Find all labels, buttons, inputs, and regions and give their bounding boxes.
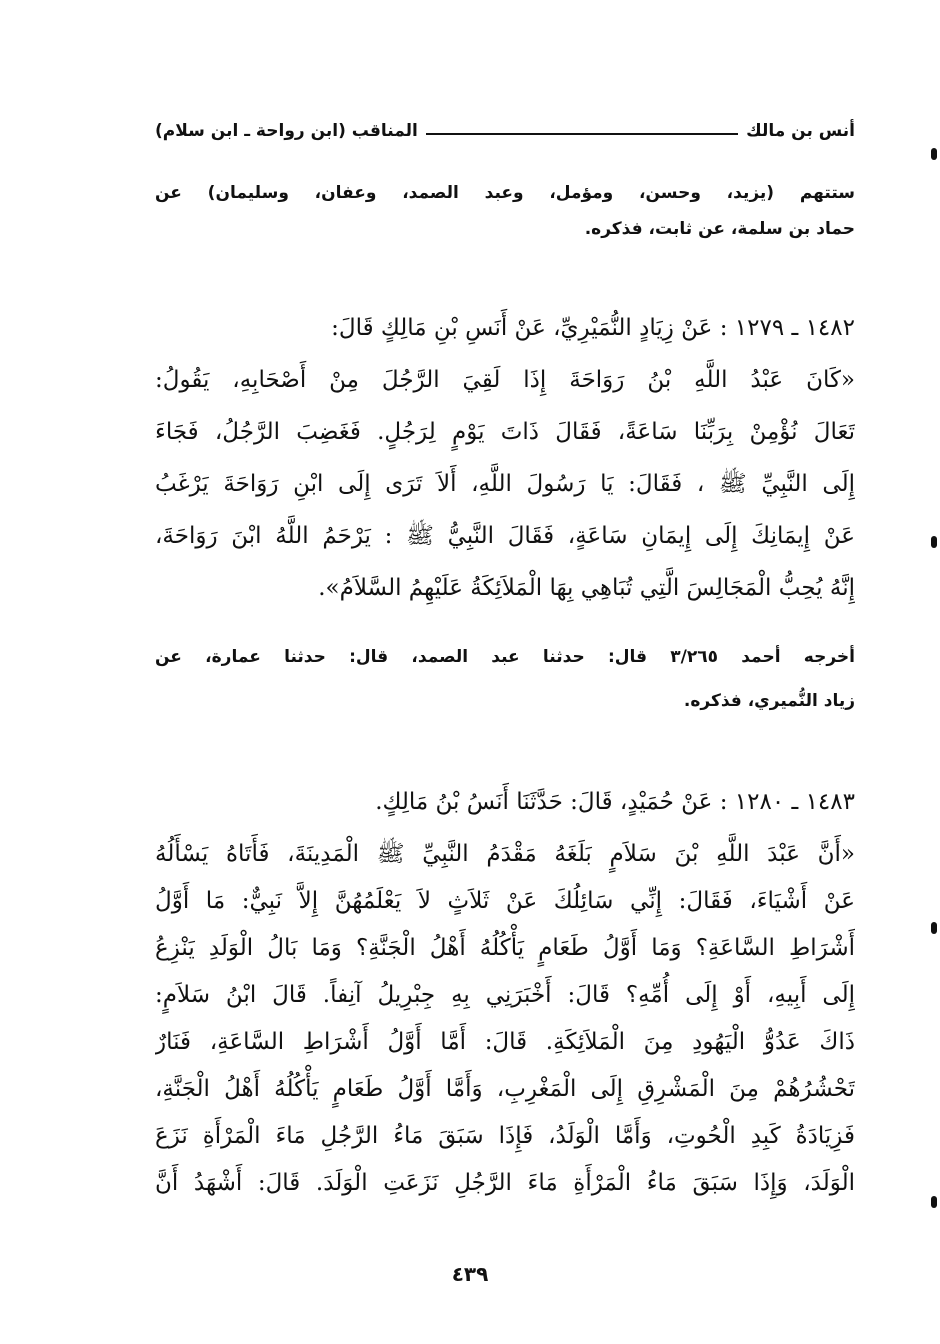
hadith-1482-heading: ١٤٨٢ ـ ١٢٧٩ : عَنْ زِيَادٍ النُّمَيْرِيِّ، عَنْ أَنَسِ بْنِ مَالِكٍ قَالَ: <box>331 315 855 341</box>
intro-line: حماد بن سلمة، عن ثابت، فذكره. <box>584 219 855 239</box>
hadith-1483-line: ذَاكَ عَدُوُّ الْيَهُودِ مِنَ الْمَلاَئِكَةِ. قَالَ: أَمَّا أَوَّلُ أَشْرَاطِ السَّاعَةِ، فَنَارٌ <box>155 1029 855 1055</box>
hadith-1482-line: إِلَى النَّبِيِّ ﷺ ، فَقَالَ: يَا رَسُولَ اللَّهِ، أَلاَ تَرَى إِلَى ابْنِ رَوَاحَةَ يَرْغَبُ <box>155 471 855 497</box>
hadith-1483-heading: ١٤٨٣ ـ ١٢٨٠ : عَنْ حُمَيْدٍ، قَالَ: حَدَّثَنَا أَنَسُ بْنُ مَالِكٍ. <box>375 789 855 815</box>
intro-line: ستتهم (يزيد، وحسن، ومؤمل، وعبد الصمد، وعفان، وسليمان) عن <box>155 183 855 203</box>
header-chapter-title: أنس بن مالك <box>746 121 855 141</box>
hadith-1483-line: فَزِيَادَةُ كَبِدِ الْحُوتِ، وَأَمَّا الْوَلَدُ، فَإِذَا سَبَقَ مَاءُ الرَّجُلِ مَاءَ الْمَرْأَةِ نَزَعَ <box>155 1123 855 1149</box>
takhrij-1482-line: أخرجه أحمد ٣/٢٦٥ قال: حدثنا عبد الصمد، قال: حدثنا عمارة، عن <box>155 647 855 667</box>
hadith-1483-line: أَشْرَاطِ السَّاعَةِ؟ وَمَا أَوَّلُ طَعَامٍ يَأْكُلُهُ أَهْلُ الْجَنَّةِ؟ وَمَا بَالُ الْوَلَدِ يَنْزِعُ <box>155 935 855 961</box>
scan-mark <box>931 148 937 160</box>
header-rule <box>426 133 738 135</box>
scan-mark <box>931 536 937 548</box>
hadith-1483-line: إِلَى أَبِيهِ، أَوْ إِلَى أُمِّهِ؟ قَالَ: أَخْبَرَنِي بِهِ جِبْرِيلُ آنِفاً. قَالَ ابْنُ سَلاَمٍ: <box>155 982 855 1008</box>
scan-mark <box>931 922 937 934</box>
hadith-1482-line: تَعَالَ نُؤْمِنْ بِرَبِّنَا سَاعَةً، فَقَالَ ذَاتَ يَوْمٍ لِرَجُلٍ. فَغَضِبَ الرَّجُلُ، فَجَاءَ <box>155 419 855 445</box>
hadith-1483-line: «أَنَّ عَبْدَ اللَّهِ بْنَ سَلاَمٍ بَلَغَهُ مَقْدَمُ النَّبِيِّ ﷺ الْمَدِينَةَ، فَأَتَاهُ يَسْأَلُهُ <box>155 841 855 867</box>
hadith-1482-line: «كَانَ عَبْدُ اللَّهِ بْنُ رَوَاحَةَ إِذَا لَقِيَ الرَّجُلَ مِنْ أَصْحَابِهِ، يَقُولُ: <box>155 367 855 393</box>
hadith-1483-line: الْوَلَدَ، وَإِذَا سَبَقَ مَاءُ الْمَرْأَةِ مَاءَ الرَّجُلِ نَزَعَتِ الْوَلَدَ. قَالَ: أَشْهَدُ أَنَّ <box>155 1170 855 1196</box>
hadith-1483-line: عَنْ أَشْيَاءَ، فَقَالَ: إِنِّي سَائِلُكَ عَنْ ثَلاَثٍ لاَ يَعْلَمُهُنَّ إِلاَّ نَبِيٌّ: مَا أَوَّلُ <box>155 888 855 914</box>
header-section-title: المناقب (ابن رواحة ـ ابن سلام) <box>155 121 418 141</box>
page-number: ٤٣٩ <box>451 1262 489 1286</box>
running-header <box>155 112 855 150</box>
scan-mark <box>931 1196 937 1208</box>
hadith-1482-line: إِنَّهُ يُحِبُّ الْمَجَالِسَ الَّتِي تُبَاهِي بِهَا الْمَلاَئِكَةُ عَلَيْهِمُ السَّلاَمُ». <box>318 575 855 601</box>
hadith-1482-line: عَنْ إِيمَانِكَ إِلَى إِيمَانِ سَاعَةٍ، فَقَالَ النَّبِيُّ ﷺ : يَرْحَمُ اللَّهُ ابْنَ رَوَاحَةَ، <box>155 523 855 549</box>
takhrij-1482-line: زياد النُّميري، فذكره. <box>683 691 855 711</box>
hadith-1483-line: تَحْشُرُهُمْ مِنَ الْمَشْرِقِ إِلَى الْمَغْرِبِ، وَأَمَّا أَوَّلُ طَعَامٍ يَأْكُلُهُ أَهْلُ الْجَنَّةِ، <box>155 1076 855 1102</box>
